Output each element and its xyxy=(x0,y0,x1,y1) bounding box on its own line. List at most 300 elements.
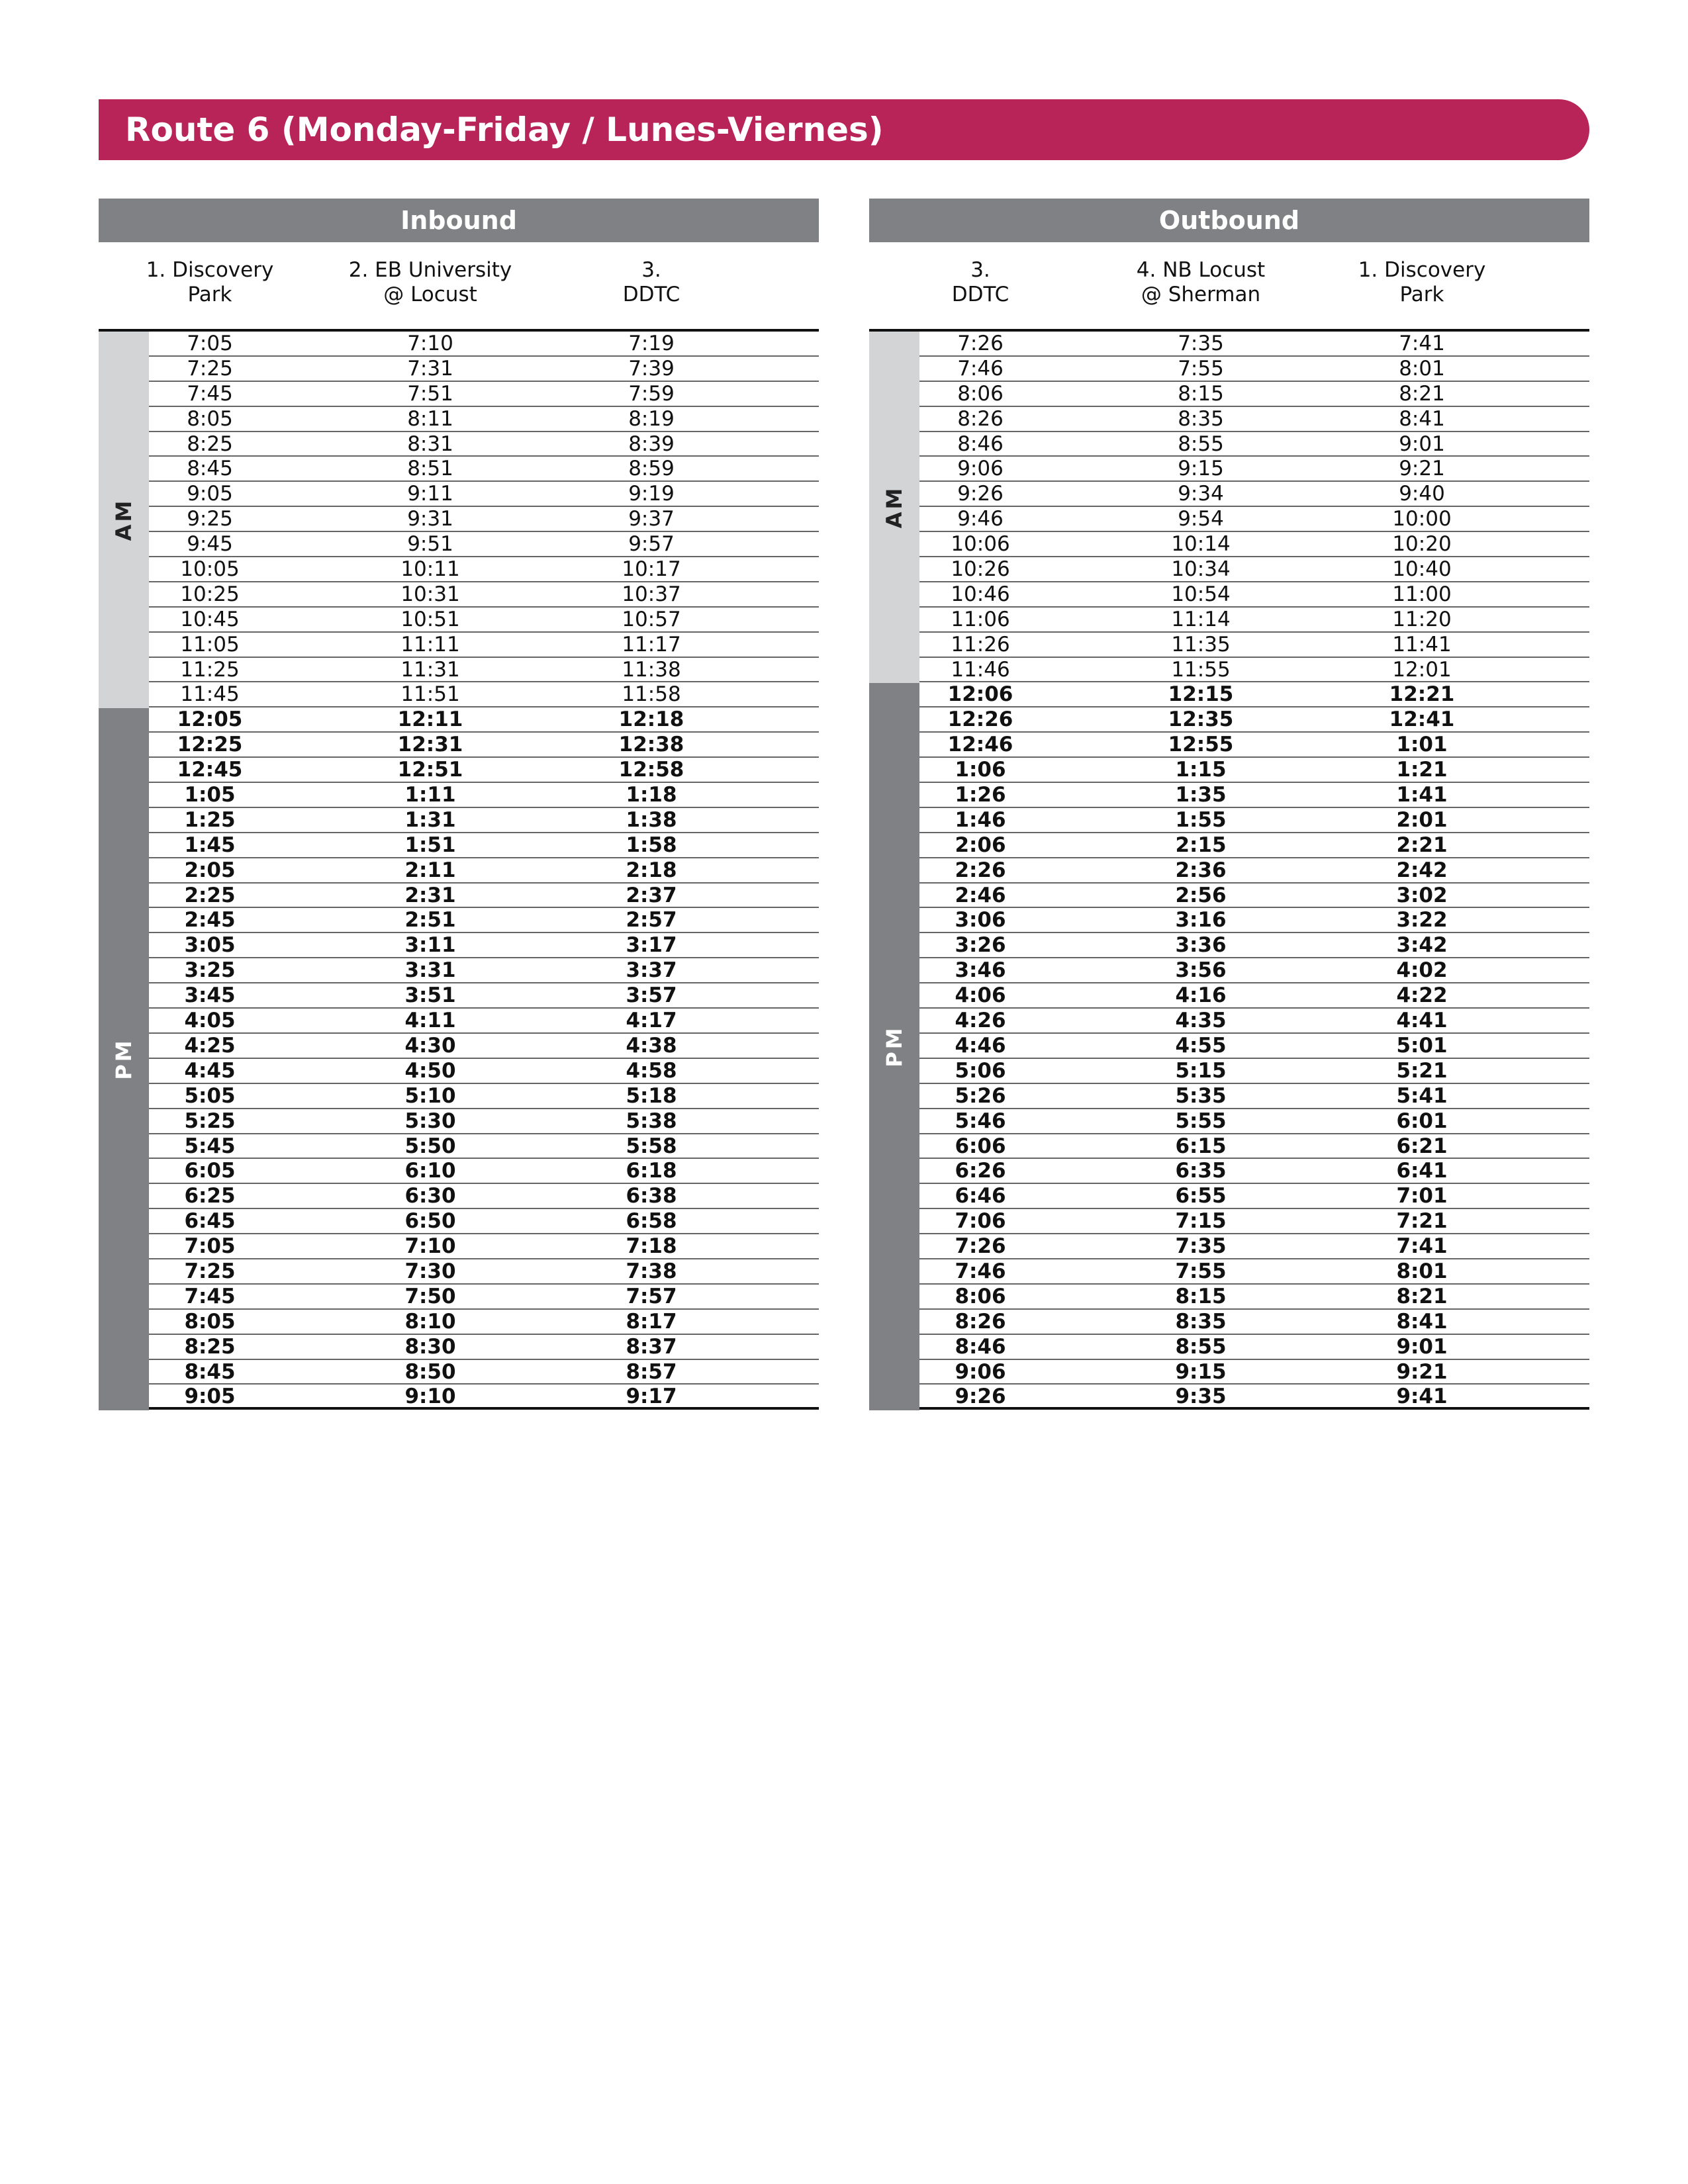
table-row xyxy=(149,532,819,557)
time-cell: 3:26 xyxy=(955,933,1006,958)
time-cell: 12:46 xyxy=(947,733,1013,757)
time-cell: 10:31 xyxy=(400,582,460,606)
time-cell: 5:15 xyxy=(1175,1058,1227,1083)
time-cell: 8:06 xyxy=(957,381,1004,406)
column-header-line: 2. EB University xyxy=(348,258,512,282)
time-cell: 7:26 xyxy=(955,1234,1006,1259)
time-cell: 2:01 xyxy=(1396,807,1448,832)
time-cell: 6:58 xyxy=(626,1209,677,1234)
column-header-line: @ Locust xyxy=(383,283,477,306)
time-cell: 7:30 xyxy=(404,1259,456,1283)
table-row xyxy=(149,1059,819,1084)
time-cell: 12:06 xyxy=(947,682,1013,707)
inbound-timetable xyxy=(99,332,819,1410)
time-cell: 6:05 xyxy=(184,1159,236,1183)
time-cell: 7:15 xyxy=(1175,1209,1227,1234)
time-cell: 11:58 xyxy=(622,682,681,707)
table-row xyxy=(149,1234,819,1259)
time-cell: 9:25 xyxy=(187,507,233,531)
time-cell: 7:31 xyxy=(407,356,453,381)
table-row xyxy=(149,1209,819,1234)
time-cell: 12:35 xyxy=(1168,707,1234,732)
time-cell: 11:05 xyxy=(180,632,240,657)
time-cell: 7:19 xyxy=(628,332,675,355)
time-cell: 10:14 xyxy=(1171,532,1231,557)
time-cell: 12:45 xyxy=(177,758,243,782)
time-cell: 4:50 xyxy=(404,1058,456,1083)
time-cell: 8:57 xyxy=(626,1359,677,1384)
time-cell: 8:55 xyxy=(1178,432,1224,456)
time-cell: 11:55 xyxy=(1171,657,1231,682)
table-row xyxy=(919,933,1589,958)
time-cell: 2:36 xyxy=(1175,858,1227,882)
table-row xyxy=(149,608,819,633)
time-cell: 2:57 xyxy=(626,908,677,933)
time-cell: 12:38 xyxy=(618,733,684,757)
table-row xyxy=(919,658,1589,683)
time-cell: 1:26 xyxy=(955,783,1006,807)
table-row xyxy=(149,382,819,407)
table-row xyxy=(149,1310,819,1335)
time-cell: 5:30 xyxy=(404,1109,456,1133)
time-cell: 3:17 xyxy=(626,933,677,958)
time-cell: 7:10 xyxy=(404,1234,456,1259)
table-row xyxy=(149,1009,819,1034)
time-cell: 9:01 xyxy=(1399,432,1445,456)
time-cell: 12:15 xyxy=(1168,682,1234,707)
time-cell: 11:00 xyxy=(1392,582,1452,606)
time-cell: 7:05 xyxy=(187,332,233,355)
inbound-schedule xyxy=(99,199,819,1410)
time-cell: 7:38 xyxy=(626,1259,677,1283)
time-cell: 3:46 xyxy=(955,958,1006,983)
time-cell: 6:06 xyxy=(955,1134,1006,1158)
inbound-column-header xyxy=(318,258,543,307)
table-row xyxy=(919,1385,1589,1410)
table-row xyxy=(149,884,819,909)
time-cell: 5:55 xyxy=(1175,1109,1227,1133)
time-cell: 7:35 xyxy=(1178,332,1224,355)
time-cell: 11:31 xyxy=(400,657,460,682)
time-cell: 2:05 xyxy=(184,858,236,882)
table-row xyxy=(919,633,1589,658)
time-cell: 10:06 xyxy=(951,532,1010,557)
table-row xyxy=(149,1084,819,1109)
time-cell: 2:11 xyxy=(404,858,456,882)
table-row xyxy=(149,783,819,808)
table-row xyxy=(149,958,819,983)
table-row xyxy=(919,783,1589,808)
time-cell: 1:15 xyxy=(1175,758,1227,782)
time-cell: 12:11 xyxy=(397,707,463,732)
table-row xyxy=(919,858,1589,884)
time-cell: 1:31 xyxy=(404,807,456,832)
column-header-line: DDTC xyxy=(951,283,1009,306)
time-cell: 11:51 xyxy=(400,682,460,707)
time-cell: 3:45 xyxy=(184,983,236,1008)
time-cell: 6:10 xyxy=(404,1159,456,1183)
time-cell: 1:46 xyxy=(955,807,1006,832)
table-row xyxy=(919,1259,1589,1285)
time-cell: 3:11 xyxy=(404,933,456,958)
time-cell: 9:51 xyxy=(407,532,453,557)
time-cell: 9:57 xyxy=(628,532,675,557)
time-cell: 7:46 xyxy=(957,356,1004,381)
table-row xyxy=(149,1259,819,1285)
time-cell: 4:58 xyxy=(626,1058,677,1083)
table-row xyxy=(919,884,1589,909)
time-cell: 4:30 xyxy=(404,1033,456,1058)
table-row xyxy=(919,1234,1589,1259)
time-cell: 3:02 xyxy=(1396,883,1448,907)
time-cell: 12:26 xyxy=(947,707,1013,732)
time-cell: 9:15 xyxy=(1178,457,1224,481)
time-cell: 12:55 xyxy=(1168,733,1234,757)
time-cell: 1:06 xyxy=(955,758,1006,782)
time-cell: 8:50 xyxy=(404,1359,456,1384)
time-cell: 9:10 xyxy=(404,1385,456,1409)
time-cell: 7:41 xyxy=(1396,1234,1448,1259)
time-cell: 11:11 xyxy=(400,632,460,657)
table-row xyxy=(149,1385,819,1410)
time-cell: 6:50 xyxy=(404,1209,456,1234)
time-cell: 8:10 xyxy=(404,1309,456,1334)
time-cell: 2:15 xyxy=(1175,833,1227,857)
time-cell: 1:11 xyxy=(404,783,456,807)
time-cell: 3:25 xyxy=(184,958,236,983)
time-cell: 2:56 xyxy=(1175,883,1227,907)
time-cell: 1:55 xyxy=(1175,807,1227,832)
time-cell: 8:01 xyxy=(1396,1259,1448,1283)
time-cell: 11:41 xyxy=(1392,632,1452,657)
time-cell: 3:57 xyxy=(626,983,677,1008)
time-cell: 9:06 xyxy=(957,457,1004,481)
time-cell: 8:26 xyxy=(955,1309,1006,1334)
table-row xyxy=(149,983,819,1009)
table-row xyxy=(149,1159,819,1184)
time-cell: 8:19 xyxy=(628,406,675,431)
time-cell: 7:45 xyxy=(184,1284,236,1308)
time-cell: 4:46 xyxy=(955,1033,1006,1058)
time-cell: 9:21 xyxy=(1396,1359,1448,1384)
table-row xyxy=(919,532,1589,557)
page-title: Route 6 (Monday-Friday / Lunes-Viernes) xyxy=(125,111,884,149)
time-cell: 7:55 xyxy=(1178,356,1224,381)
time-cell: 7:18 xyxy=(626,1234,677,1259)
inbound-column-header xyxy=(539,258,764,307)
time-cell: 7:41 xyxy=(1399,332,1445,355)
time-cell: 1:25 xyxy=(184,807,236,832)
time-cell: 4:26 xyxy=(955,1009,1006,1033)
time-cell: 2:46 xyxy=(955,883,1006,907)
time-cell: 8:25 xyxy=(184,1334,236,1359)
table-row xyxy=(149,482,819,507)
time-cell: 8:51 xyxy=(407,457,453,481)
time-cell: 7:59 xyxy=(628,381,675,406)
time-cell: 7:06 xyxy=(955,1209,1006,1234)
time-cell: 9:41 xyxy=(1396,1385,1448,1409)
table-row xyxy=(149,1285,819,1310)
time-cell: 5:41 xyxy=(1396,1083,1448,1108)
table-row xyxy=(919,682,1589,707)
table-row xyxy=(919,958,1589,983)
time-cell: 8:41 xyxy=(1396,1309,1448,1334)
time-cell: 12:21 xyxy=(1389,682,1455,707)
time-cell: 12:01 xyxy=(1392,657,1452,682)
time-cell: 11:45 xyxy=(180,682,240,707)
table-row xyxy=(919,808,1589,833)
table-row xyxy=(919,1360,1589,1385)
time-cell: 4:41 xyxy=(1396,1009,1448,1033)
time-cell: 9:05 xyxy=(184,1385,236,1409)
time-cell: 8:59 xyxy=(628,457,675,481)
time-cell: 8:30 xyxy=(404,1334,456,1359)
time-cell: 2:42 xyxy=(1396,858,1448,882)
time-cell: 7:26 xyxy=(957,332,1004,355)
time-cell: 9:05 xyxy=(187,482,233,506)
time-cell: 9:46 xyxy=(957,507,1004,531)
table-row xyxy=(919,758,1589,783)
time-cell: 6:15 xyxy=(1175,1134,1227,1158)
time-cell: 10:34 xyxy=(1171,557,1231,582)
time-cell: 8:55 xyxy=(1175,1334,1227,1359)
time-cell: 12:05 xyxy=(177,707,243,732)
time-cell: 8:35 xyxy=(1178,406,1224,431)
table-row xyxy=(149,758,819,783)
time-cell: 8:45 xyxy=(184,1359,236,1384)
time-cell: 10:40 xyxy=(1392,557,1452,582)
time-cell: 6:46 xyxy=(955,1184,1006,1208)
table-row xyxy=(919,507,1589,532)
time-cell: 5:50 xyxy=(404,1134,456,1158)
time-cell: 2:37 xyxy=(626,883,677,907)
time-cell: 2:21 xyxy=(1396,833,1448,857)
time-cell: 6:25 xyxy=(184,1184,236,1208)
time-cell: 3:16 xyxy=(1175,908,1227,933)
column-header-line: DDTC xyxy=(622,283,680,306)
time-cell: 9:19 xyxy=(628,482,675,506)
time-cell: 9:21 xyxy=(1399,457,1445,481)
time-cell: 12:41 xyxy=(1389,707,1455,732)
time-cell: 7:25 xyxy=(187,356,233,381)
time-cell: 1:58 xyxy=(626,833,677,857)
table-row xyxy=(919,1285,1589,1310)
time-cell: 6:35 xyxy=(1175,1159,1227,1183)
time-cell: 3:36 xyxy=(1175,933,1227,958)
table-row xyxy=(149,858,819,884)
time-cell: 8:26 xyxy=(957,406,1004,431)
time-cell: 7:21 xyxy=(1396,1209,1448,1234)
time-cell: 7:57 xyxy=(626,1284,677,1308)
outbound-header: Outbound xyxy=(869,199,1589,242)
outbound-rows xyxy=(919,332,1589,1410)
table-row xyxy=(149,1360,819,1385)
time-cell: 1:38 xyxy=(626,807,677,832)
time-cell: 10:25 xyxy=(180,582,240,606)
table-row xyxy=(149,1184,819,1209)
table-row xyxy=(149,457,819,482)
time-cell: 4:38 xyxy=(626,1033,677,1058)
table-row xyxy=(149,833,819,858)
pm-label: PM xyxy=(111,1038,136,1080)
time-cell: 1:18 xyxy=(626,783,677,807)
time-cell: 11:25 xyxy=(180,657,240,682)
time-cell: 8:17 xyxy=(626,1309,677,1334)
column-header-line: 1. Discovery xyxy=(146,258,274,282)
time-cell: 6:30 xyxy=(404,1184,456,1208)
table-row xyxy=(919,1209,1589,1234)
outbound-column-headers xyxy=(869,242,1589,332)
time-cell: 9:26 xyxy=(957,482,1004,506)
time-cell: 1:01 xyxy=(1396,733,1448,757)
time-cell: 6:21 xyxy=(1396,1134,1448,1158)
time-cell: 7:35 xyxy=(1175,1234,1227,1259)
time-cell: 5:01 xyxy=(1396,1033,1448,1058)
outbound-schedule xyxy=(869,199,1589,1410)
time-cell: 12:18 xyxy=(618,707,684,732)
table-row xyxy=(919,1310,1589,1335)
time-cell: 6:41 xyxy=(1396,1159,1448,1183)
table-row xyxy=(149,357,819,382)
time-cell: 5:05 xyxy=(184,1083,236,1108)
time-cell: 3:42 xyxy=(1396,933,1448,958)
table-row xyxy=(149,582,819,608)
time-cell: 2:31 xyxy=(404,883,456,907)
time-cell: 2:25 xyxy=(184,883,236,907)
time-cell: 7:39 xyxy=(628,356,675,381)
time-cell: 3:37 xyxy=(626,958,677,983)
time-cell: 8:35 xyxy=(1175,1309,1227,1334)
time-cell: 7:01 xyxy=(1396,1184,1448,1208)
table-row xyxy=(149,633,819,658)
time-cell: 9:26 xyxy=(955,1385,1006,1409)
time-cell: 12:31 xyxy=(397,733,463,757)
title-banner xyxy=(99,99,1589,160)
time-cell: 11:14 xyxy=(1171,607,1231,631)
time-cell: 8:45 xyxy=(187,457,233,481)
time-cell: 9:17 xyxy=(626,1385,677,1409)
time-cell: 2:26 xyxy=(955,858,1006,882)
table-row xyxy=(149,658,819,683)
time-cell: 8:15 xyxy=(1175,1284,1227,1308)
time-cell: 8:06 xyxy=(955,1284,1006,1308)
table-row xyxy=(919,557,1589,582)
time-cell: 1:45 xyxy=(184,833,236,857)
table-row xyxy=(149,933,819,958)
time-cell: 12:51 xyxy=(397,758,463,782)
time-cell: 4:55 xyxy=(1175,1033,1227,1058)
table-row xyxy=(149,332,819,357)
time-cell: 1:41 xyxy=(1396,783,1448,807)
time-cell: 6:38 xyxy=(626,1184,677,1208)
time-cell: 7:05 xyxy=(184,1234,236,1259)
time-cell: 5:25 xyxy=(184,1109,236,1133)
column-header-line: Park xyxy=(1399,283,1444,306)
time-cell: 4:22 xyxy=(1396,983,1448,1008)
time-cell: 5:18 xyxy=(626,1083,677,1108)
time-cell: 4:05 xyxy=(184,1009,236,1033)
table-row xyxy=(149,507,819,532)
table-row xyxy=(919,608,1589,633)
time-cell: 11:17 xyxy=(622,632,681,657)
table-row xyxy=(149,1109,819,1134)
time-cell: 8:25 xyxy=(187,432,233,456)
table-row xyxy=(919,407,1589,432)
column-header-line: @ Sherman xyxy=(1141,283,1261,306)
pm-label: PM xyxy=(882,1025,907,1068)
time-cell: 4:25 xyxy=(184,1033,236,1058)
time-cell: 6:18 xyxy=(626,1159,677,1183)
time-cell: 4:45 xyxy=(184,1058,236,1083)
time-cell: 11:20 xyxy=(1392,607,1452,631)
time-cell: 7:50 xyxy=(404,1284,456,1308)
time-cell: 12:25 xyxy=(177,733,243,757)
table-row xyxy=(919,707,1589,733)
time-cell: 11:38 xyxy=(622,657,681,682)
outbound-column-header xyxy=(1309,258,1534,307)
time-cell: 4:11 xyxy=(404,1009,456,1033)
time-cell: 3:22 xyxy=(1396,908,1448,933)
time-cell: 5:58 xyxy=(626,1134,677,1158)
time-cell: 6:01 xyxy=(1396,1109,1448,1133)
time-cell: 11:46 xyxy=(951,657,1010,682)
time-cell: 9:54 xyxy=(1178,507,1224,531)
table-row xyxy=(919,1009,1589,1034)
time-cell: 5:38 xyxy=(626,1109,677,1133)
time-cell: 10:37 xyxy=(622,582,681,606)
table-row xyxy=(919,733,1589,758)
time-cell: 3:06 xyxy=(955,908,1006,933)
time-cell: 8:46 xyxy=(957,432,1004,456)
time-cell: 4:02 xyxy=(1396,958,1448,983)
time-cell: 4:17 xyxy=(626,1009,677,1033)
time-cell: 5:46 xyxy=(955,1109,1006,1133)
time-cell: 1:51 xyxy=(404,833,456,857)
table-row xyxy=(919,1109,1589,1134)
time-cell: 9:31 xyxy=(407,507,453,531)
time-cell: 3:05 xyxy=(184,933,236,958)
time-cell: 9:34 xyxy=(1178,482,1224,506)
time-cell: 11:35 xyxy=(1171,632,1231,657)
table-row xyxy=(919,833,1589,858)
time-cell: 5:45 xyxy=(184,1134,236,1158)
time-cell: 10:26 xyxy=(951,557,1010,582)
time-cell: 5:21 xyxy=(1396,1058,1448,1083)
table-row xyxy=(149,808,819,833)
time-cell: 2:45 xyxy=(184,908,236,933)
time-cell: 4:16 xyxy=(1175,983,1227,1008)
column-header-line: 3. xyxy=(641,258,661,282)
time-cell: 10:17 xyxy=(622,557,681,582)
inbound-rows xyxy=(149,332,819,1410)
table-row xyxy=(149,707,819,733)
column-header-line: Park xyxy=(187,283,232,306)
time-cell: 8:05 xyxy=(184,1309,236,1334)
table-row xyxy=(919,357,1589,382)
table-row xyxy=(149,1134,819,1160)
inbound-column-headers xyxy=(99,242,819,332)
table-row xyxy=(919,582,1589,608)
time-cell: 10:46 xyxy=(951,582,1010,606)
time-cell: 9:35 xyxy=(1175,1385,1227,1409)
time-cell: 9:15 xyxy=(1175,1359,1227,1384)
time-cell: 1:35 xyxy=(1175,783,1227,807)
time-cell: 10:45 xyxy=(180,607,240,631)
table-row xyxy=(919,457,1589,482)
table-row xyxy=(149,407,819,432)
time-cell: 8:05 xyxy=(187,406,233,431)
time-cell: 1:21 xyxy=(1396,758,1448,782)
